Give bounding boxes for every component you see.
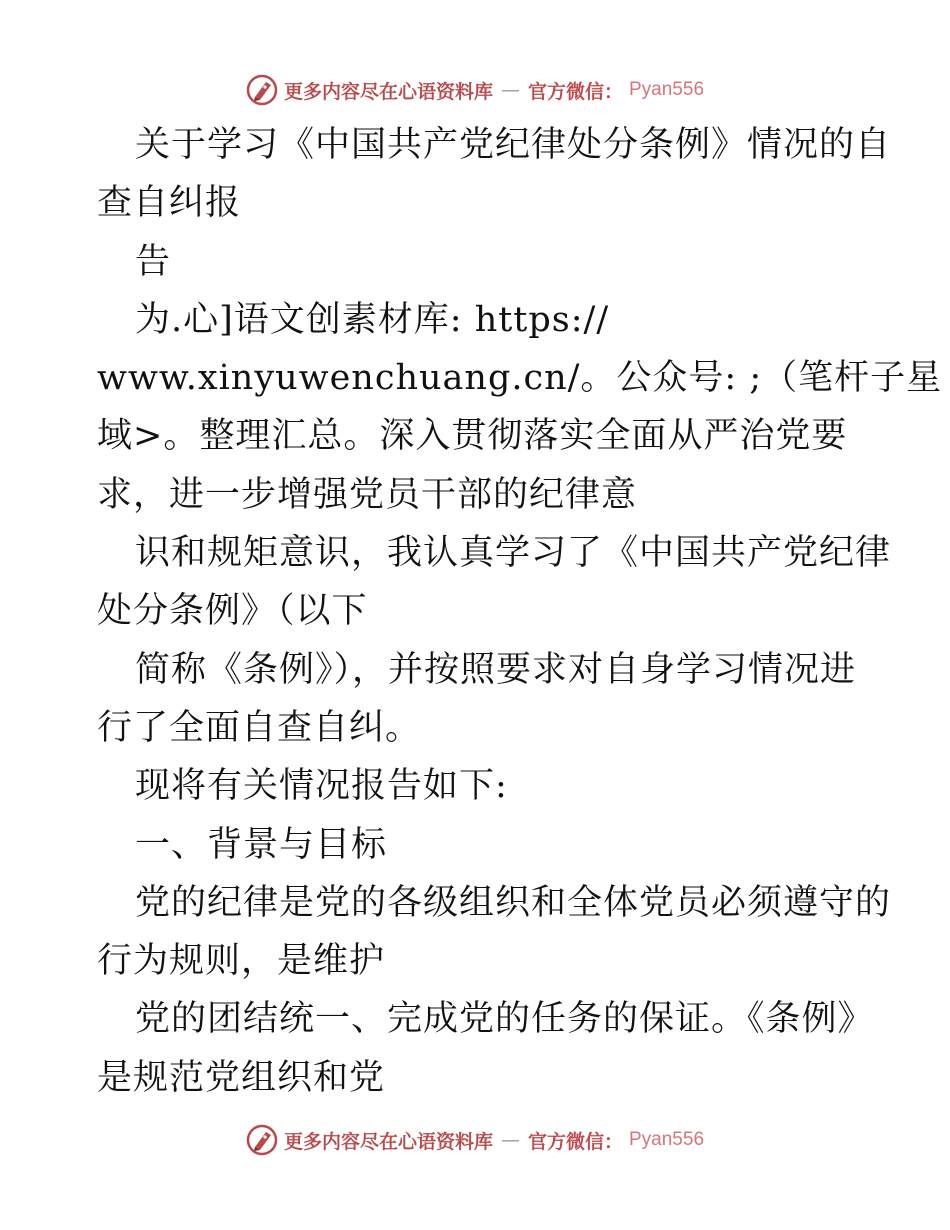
- watermark-content: [246, 1124, 704, 1156]
- paragraph-line: 现将有关情况报告如下:: [135, 766, 508, 807]
- footer-watermark-banner: [0, 1120, 950, 1160]
- paragraph-line: 识和规矩意识，我认真学习了《中国共产党纪律: [135, 533, 892, 574]
- watermark-wechat-id: Pyan556: [629, 79, 705, 100]
- section-heading: 一、背景与目标: [135, 824, 388, 865]
- paragraph-line: www.xinyuwenchuang.cn/。公众号: ;（笔杆子星: [97, 358, 943, 399]
- paragraph-line: 行了全面自查自纠。: [97, 707, 422, 748]
- paragraph-line: 域>。整理汇总。深入贯彻落实全面从严治党要: [97, 416, 848, 457]
- paragraph-line: 党的纪律是党的各级组织和全体党员必须遵守的: [135, 882, 892, 923]
- paragraph-line: 为.心]语文创素材库: https://: [135, 299, 610, 340]
- header-watermark-banner: [0, 70, 950, 110]
- watermark-text: 更多内容尽在心语资料库: [283, 1130, 493, 1153]
- document-title-line-3: 告: [135, 241, 172, 282]
- document-title-line-1: 关于学习《中国共产党纪律处分条例》情况的自: [135, 125, 892, 165]
- watermark-wechat-label: 官方微信：: [527, 80, 623, 103]
- watermark-wechat-label: 官方微信：: [527, 1130, 623, 1153]
- pen-logo-icon: [246, 1124, 278, 1156]
- paragraph-line: 处分条例》（以下: [97, 591, 368, 632]
- document-body: [97, 116, 943, 1107]
- watermark-content: [246, 74, 704, 106]
- watermark-wechat-id: Pyan556: [629, 1129, 705, 1150]
- document-title-line-2: 查自纠报: [97, 183, 242, 224]
- paragraph-line: 是规范党组织和党: [97, 1057, 386, 1098]
- paragraph-line: 简称《条例》），并按照要求对自身学习情况进: [135, 649, 857, 690]
- paragraph-line: 党的团结统一、完成党的任务的保证。《条例》: [135, 999, 874, 1040]
- paragraph-line: 行为规则，是维护: [97, 941, 386, 982]
- paragraph-line: 求，进一步增强党员干部的纪律意: [97, 474, 638, 515]
- watermark-dash: —: [500, 1129, 520, 1151]
- watermark-dash: —: [500, 79, 520, 101]
- watermark-text: 更多内容尽在心语资料库: [283, 80, 493, 103]
- pen-logo-icon: [246, 74, 278, 106]
